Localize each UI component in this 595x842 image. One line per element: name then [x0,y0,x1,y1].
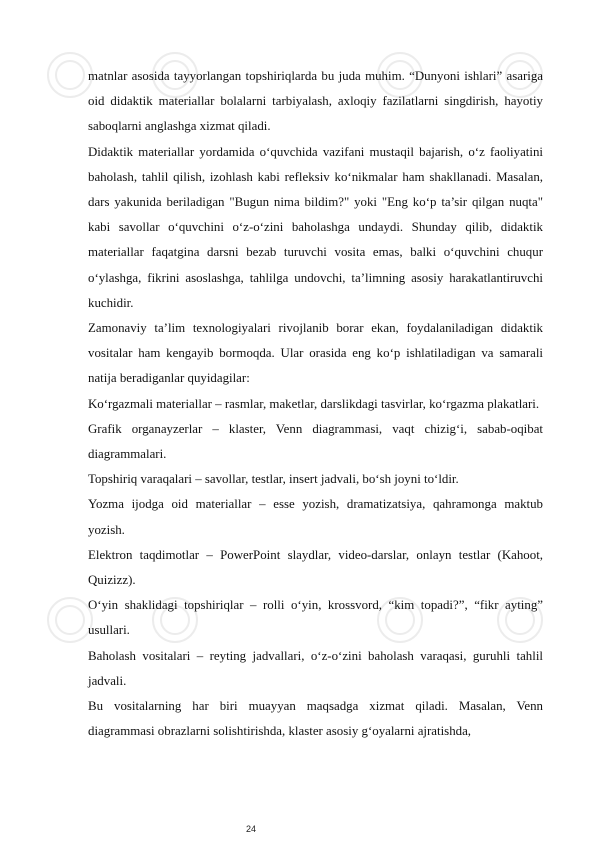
list-item: Baholash vositalari – reyting jadvallari, o‘z-o‘zini baholash varaqasi, guruhli tahlil jadvali. [88,648,543,688]
watermark-mark [48,598,92,642]
body-text [88,64,543,744]
list-item: Ko‘rgazmali materiallar – rasmlar, maketlar, darslikdagi tasvirlar, ko‘rgazma plakatlari. [88,396,540,411]
paragraph: Bu vositalarning har biri muayyan maqsadga xizmat qiladi. Masalan, Venn diagrammasi obrazlarni solishtirishda, klaster asosiy g‘oyalarni ajratishda, [88,699,543,739]
list-item: O‘yin shaklidagi topshiriqlar – rolli o‘yin, krossvord, “kim topadi?”, “fikr ayting” usullari. [88,598,543,638]
list-item: Grafik organayzerlar – klaster, Venn diagrammasi, vaqt chizig‘i, sabab-oqibat diagrammalari. [88,421,543,462]
list-item: Topshiriq varaqalari – savollar, testlar, insert jadvali, bo‘sh joyni to‘ldir. [88,472,459,487]
page-number: 24 [246,824,257,834]
list-item: Elektron taqdimotlar – PowerPoint slaydlar, video-darslar, onlayn testlar (Kahoot, Quizizz). [88,547,543,588]
paragraph: Didaktik materiallar yordamida o‘quvchida vazifani mustaqil bajarish, o‘z faoliyatini baholash, tahlil qilish, izohlash kabi refleksiv ko‘nikmalar ham shakllanadi. Masalan, dars yakunida beriladigan "Bugun nima bildim?" yoki "Eng ko‘p ta’sir qilgan nuqta" kabi savollar o‘quvchini o‘z-o‘zini baholashga undaydi. Shunday qilib, didaktik materiallar faqatgina darsni bezab turuvchi vosita emas, balki o‘quvchini chuqur o‘ylashga, fikrini asoslashga, tahlilga undovchi, ta’limning asosiy harakatlantiruvchi kuchidir. [88,144,543,310]
watermark-mark [48,53,92,97]
paragraph: Zamonaviy ta’lim texnologiyalari rivojlanib borar ekan, foydalaniladigan didaktik vositalar ham kengayib bormoqda. Ular orasida eng ko‘p ishlatiladigan va samarali natija beradiganlar quyidagilar: [88,321,543,386]
list-item: Yozma ijodga oid materiallar – esse yozish, dramatizatsiya, qahramonga maktub yozish. [88,497,543,537]
paragraph: matnlar asosida tayyorlangan topshiriqlarda bu juda muhim. “Dunyoni ishlari” asariga oid didaktik materiallar bolalarni tarbiyalash, axloqiy fazilatlarni singdirish, hayotiy saboqlarni anglashga xizmat qiladi. [88,69,543,134]
